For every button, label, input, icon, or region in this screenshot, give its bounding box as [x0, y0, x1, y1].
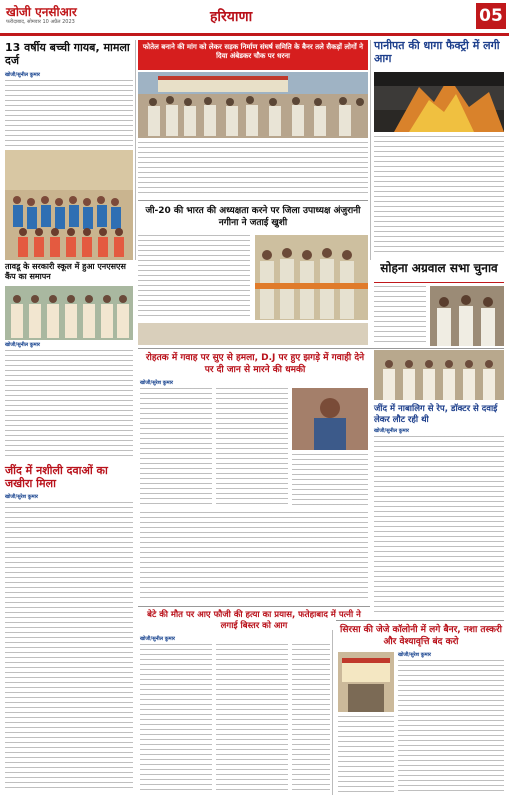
- headline-nss-camp: तावडू के सरकारी स्कूल में हुआ एनएसएस कैंप का समापन: [5, 262, 126, 281]
- article-body-fatehabad-2: [216, 644, 288, 794]
- section-divider: [138, 606, 370, 607]
- section-title: हरियाणा: [210, 9, 253, 25]
- headline-rohtak-attack: रोहतक में गवाह पर सुए से हमला, D.J पर हुए झगड़े में गवाही देने पर दी जान से मारने की धमकी: [145, 353, 365, 375]
- photo-nss-camp: [5, 150, 133, 260]
- article-body-sirsa-2: [338, 716, 394, 794]
- photo-sohna-sabha-2: [374, 350, 504, 400]
- section-divider: [138, 348, 504, 349]
- article-body-panipat-fire: [374, 136, 504, 256]
- byline-fatehabad-wife: खोजी/सुनील कुमार: [140, 636, 175, 642]
- section-divider: [138, 200, 368, 201]
- article-body-rohtak-3: [292, 454, 368, 508]
- headline-missing-girl: 13 वर्षीय बच्ची गायब, मामला दर्ज: [5, 41, 130, 67]
- section-divider: [336, 620, 504, 621]
- column-divider: [135, 40, 136, 260]
- byline-jind-drugs: खोजी/सुरेश कुमार: [5, 494, 38, 500]
- photo-road-protest: [138, 72, 368, 138]
- headline-g20: जी-20 की भारत की अध्यक्षता करने पर जिला उपाध्यक्ष अंजुरानी नगीना ने जताई खुशी: [145, 206, 361, 228]
- byline-missing-girl: खोजी/सुनील कुमार: [5, 72, 40, 78]
- article-body-jind-drugs: [5, 502, 133, 792]
- section-divider: [374, 282, 504, 283]
- headline-sohna-sabha: सोहना अग्रवाल सभा चुनाव: [380, 261, 498, 275]
- headline-sirsa-colony: सिरसा की जेजे कॉलोनी में लगे बैनर, नशा तस्करी और वेश्यावृत्ति बंद करो: [340, 625, 502, 647]
- headline-jind-minor: जींद में नाबालिग से रेप, डॉक्टर से दवाई लेकर लौट रही थी: [374, 404, 498, 425]
- photo-g20: [255, 235, 368, 320]
- photo-nss-camp-2: [5, 286, 133, 340]
- masthead-rule: [0, 33, 509, 36]
- byline-rohtak-attack: खोजी/सुरेश कुमार: [140, 380, 173, 386]
- article-body-rohtak-continued: [140, 512, 368, 602]
- photo-panipat-fire: [374, 72, 504, 132]
- photo-sirsa-banner: [338, 652, 394, 712]
- photo-sohna-sabha: [430, 286, 504, 346]
- article-body-sirsa-1: [398, 660, 504, 794]
- column-divider: [370, 40, 371, 260]
- newspaper-logo: खोजी एनसीआर: [6, 5, 77, 19]
- byline-jind-minor: खोजी/सुनील कुमार: [374, 428, 409, 434]
- article-body-fatehabad-3: [292, 644, 330, 794]
- page-number: 05: [476, 3, 506, 29]
- article-body-road-protest: [138, 142, 368, 197]
- headline-road-protest: फोतेल बनाने की मांग को लेकर सड़क निर्माण संघर्ष समिति के बैनर तले सैकड़ों लोगों ने दिया अंबेडकर चौक पर धरना: [138, 40, 368, 70]
- article-body-jind-minor: [374, 436, 504, 616]
- article-body-sohna-sabha: [374, 286, 426, 346]
- edition-meta: फरीदाबाद, सोमवार 10 अप्रैल 2023: [6, 19, 75, 25]
- article-body-rohtak-1: [140, 388, 212, 508]
- headline-panipat-fire: पानीपत की धागा फैक्ट्री में लगी आग: [374, 39, 500, 65]
- byline-sirsa-colony: खोजी/सुरेश कुमार: [398, 652, 431, 658]
- photo-strip: [138, 323, 368, 345]
- article-body-fatehabad-1: [140, 644, 212, 794]
- photo-rohtak-victim: [292, 388, 368, 450]
- column-divider: [332, 630, 333, 795]
- headline-jind-drugs: जींद में नशीली दवाओं का जखीरा मिला: [5, 464, 108, 490]
- article-body-rohtak-2: [216, 388, 288, 508]
- headline-fatehabad-wife: बेटे की मौत पर आए फौजी की हत्या का प्रयास, फतेहाबाद में पत्नी ने लगाई बिस्तर को आग: [147, 610, 361, 631]
- article-body-nss-camp: [5, 350, 133, 460]
- byline-nss-camp: खोजी/सुनील कुमार: [5, 342, 40, 348]
- article-body-g20: [138, 235, 250, 320]
- masthead: [0, 0, 509, 34]
